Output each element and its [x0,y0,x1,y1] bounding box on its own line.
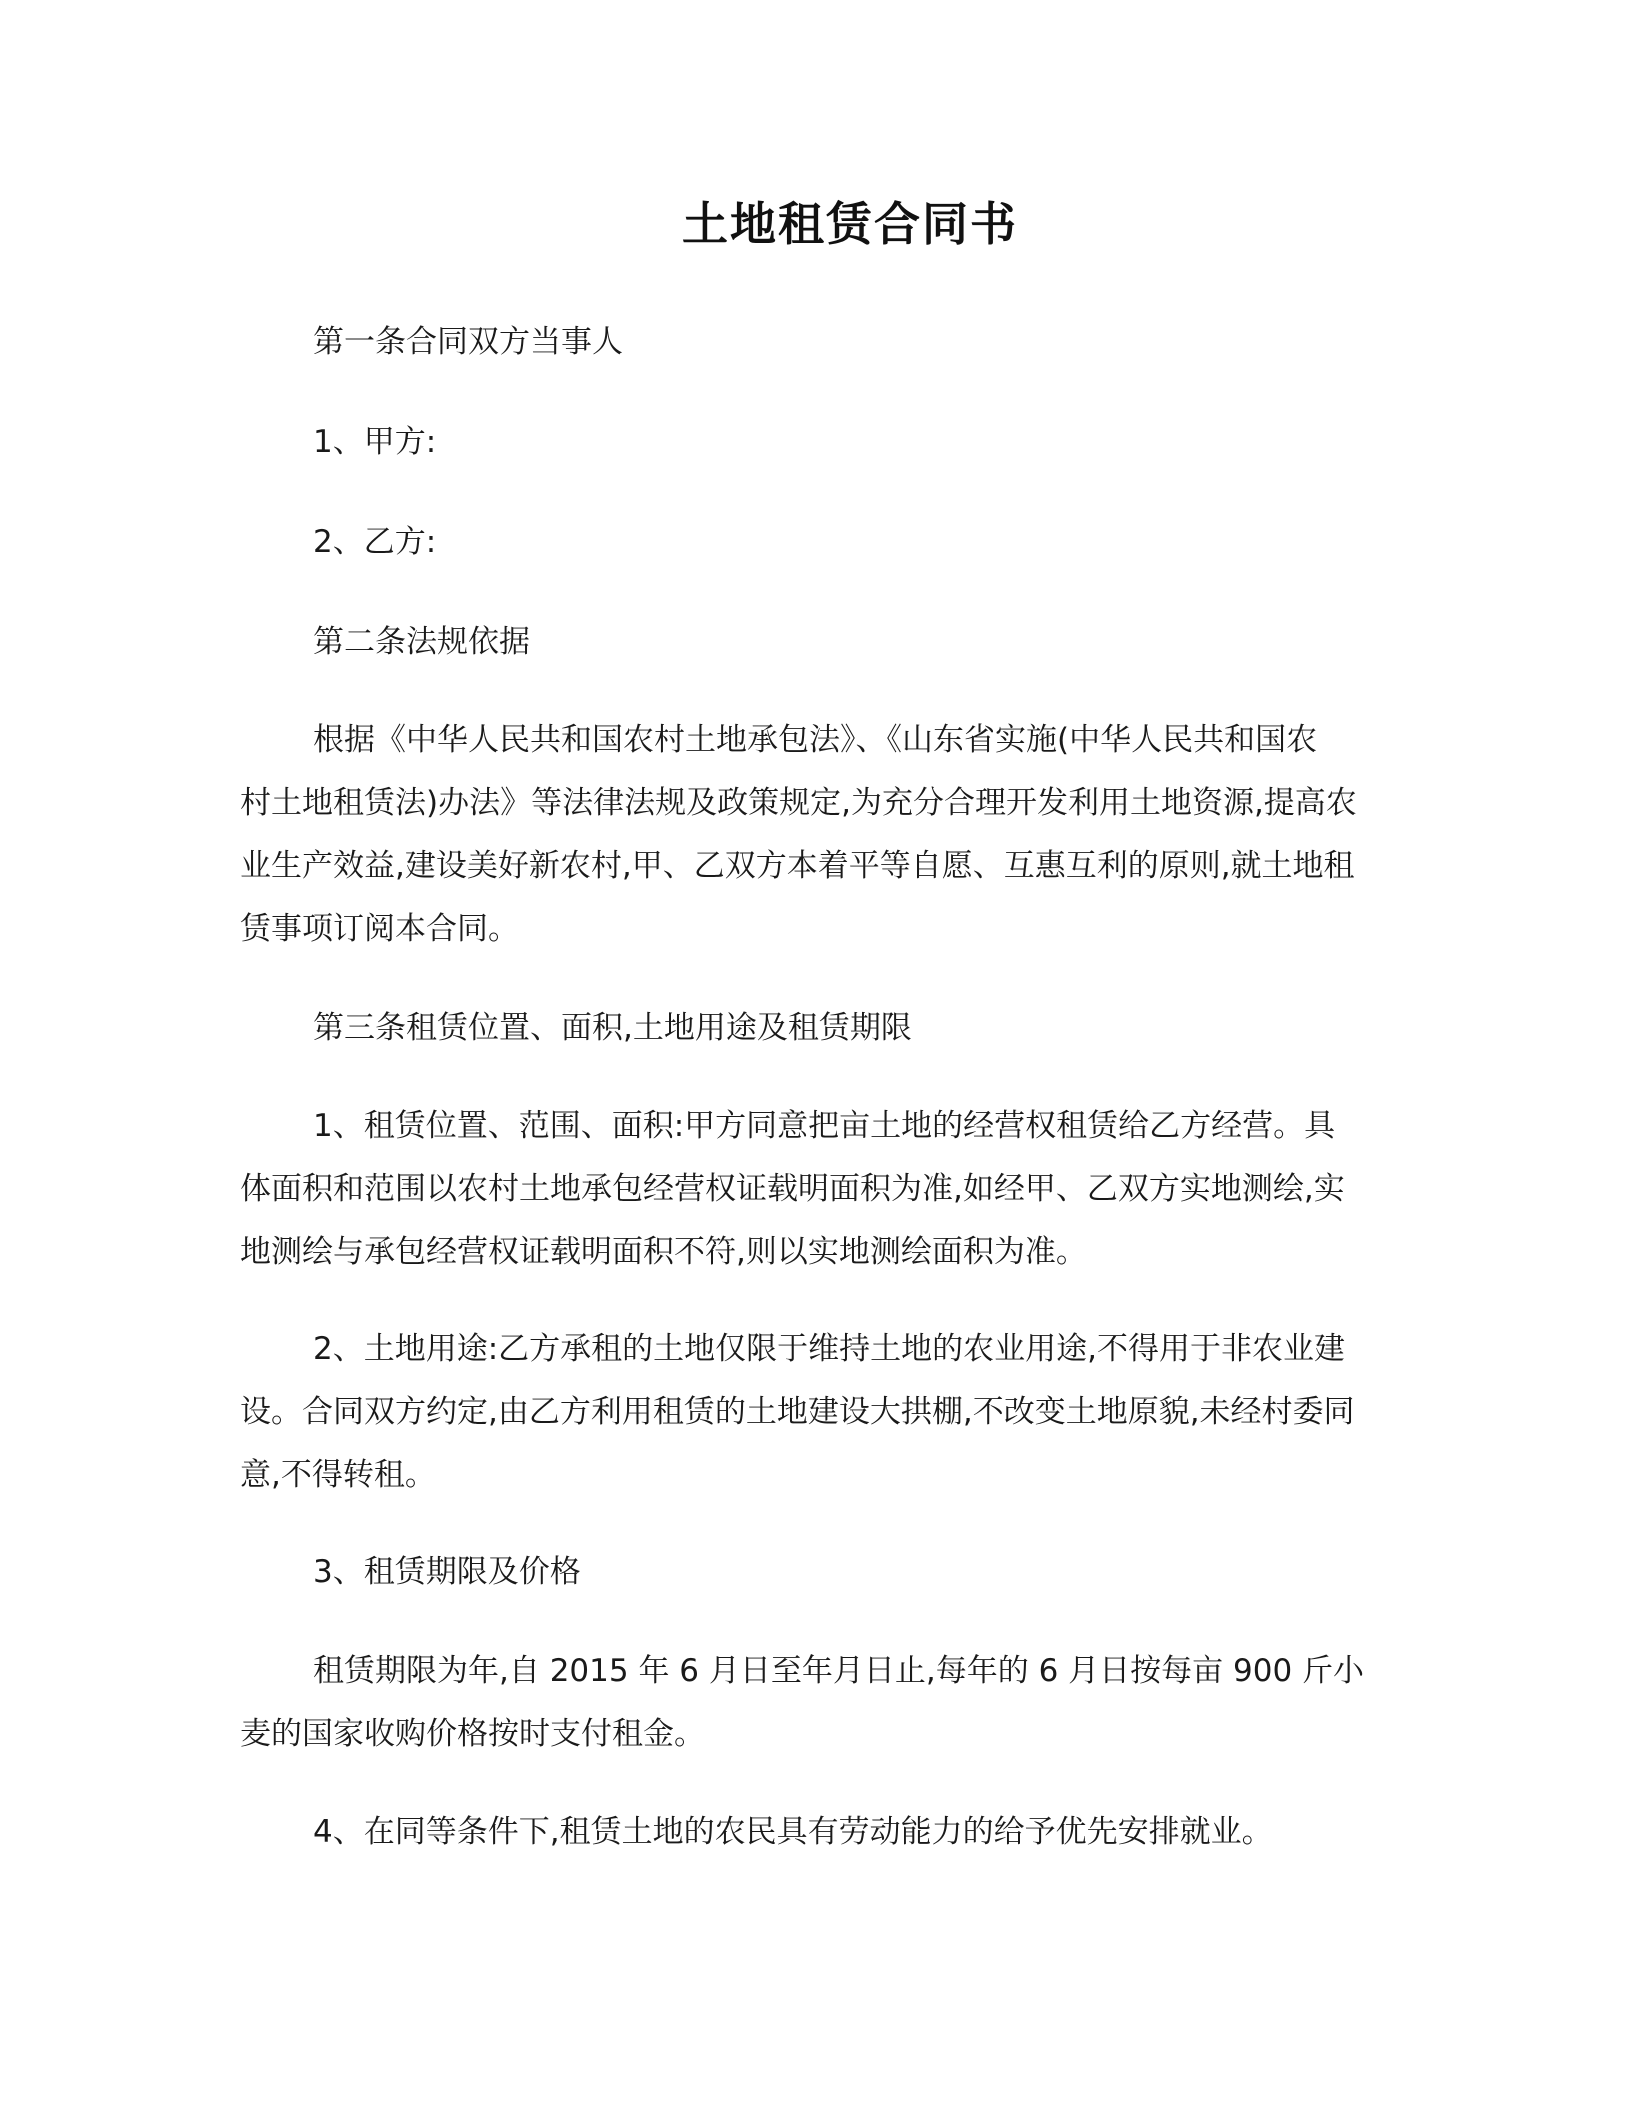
article-2-heading: 第二条法规依据 [313,624,530,660]
article-1-heading: 第一条合同双方当事人 [313,324,623,360]
lease-term-line-1: 租赁期限为年,自 2015 年 6 月日至年月日止,每年的 6 月日按每亩 900 斤小 [313,1653,1365,1689]
article-2-paragraph-line-1: 根据《中华人民共和国农村土地承包法》、《山东省实施(中华人民共和国农 [313,722,1318,758]
clause-4-line: 4、在同等条件下,租赁土地的农民具有劳动能力的给予优先安排就业。 [313,1814,1273,1850]
document-title: 土地租赁合同书 [682,197,1018,251]
clause-1-line-3: 地测绘与承包经营权证载明面积不符,则以实地测绘面积为准。 [240,1234,1087,1270]
article-3-heading: 第三条租赁位置、面积,土地用途及租赁期限 [313,1010,912,1046]
lease-term-line-2: 麦的国家收购价格按时支付租金。 [240,1716,705,1752]
clause-3-heading: 3、租赁期限及价格 [313,1554,581,1590]
clause-1-line-2: 体面积和范围以农村土地承包经营权证载明面积为准,如经甲、乙双方实地测绘,实 [240,1171,1345,1207]
clause-2-line-2: 设。合同双方约定,由乙方利用租赁的土地建设大拱棚,不改变土地原貌,未经村委同 [240,1394,1355,1430]
party-b-line: 2、乙方: [313,524,437,560]
article-2-paragraph-line-3: 业生产效益,建设美好新农村,甲、乙双方本着平等自愿、互惠互利的原则,就土地租 [240,848,1355,884]
party-a-line: 1、甲方: [313,424,437,460]
article-2-paragraph-line-2: 村土地租赁法)办法》等法律法规及政策规定,为充分合理开发利用土地资源,提高农 [240,785,1357,821]
clause-2-line-3: 意,不得转租。 [240,1457,436,1493]
article-2-paragraph-line-4: 赁事项订阅本合同。 [240,911,519,947]
clause-1-line-1: 1、租赁位置、范围、面积:甲方同意把亩土地的经营权租赁给乙方经营。具 [313,1108,1336,1144]
clause-2-line-1: 2、土地用途:乙方承租的土地仅限于维持土地的农业用途,不得用于非农业建 [313,1331,1346,1367]
